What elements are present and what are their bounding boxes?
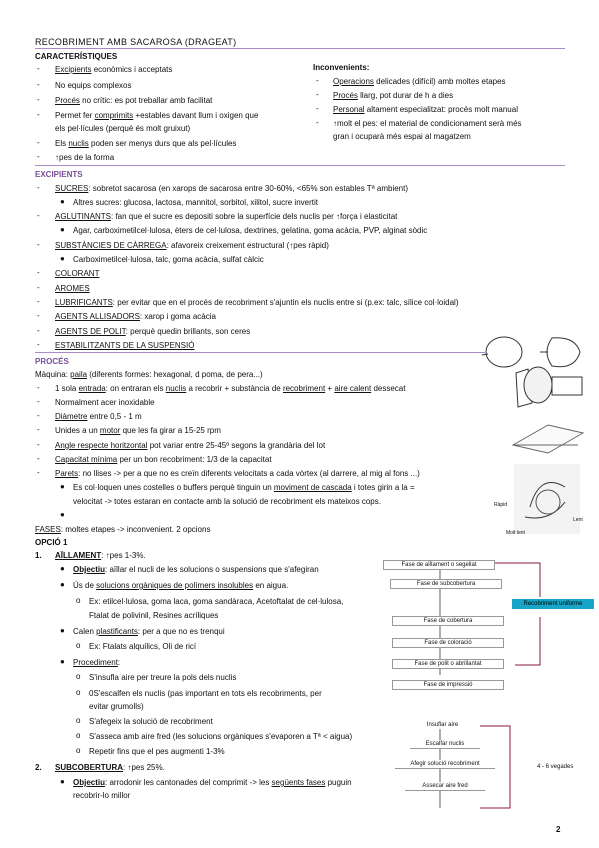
subcobertura-objectiu-cont: recobrir-lo millor [73, 791, 131, 800]
flow-fase-5: Fase de polit o abrillantat [392, 659, 504, 669]
list-item-cont: els pel·lícules (perquè és molt gruixut) [55, 124, 191, 133]
excipient-polit: AGENTS DE POLIT: perquè quedin brillants, son ceres [55, 327, 251, 336]
aillament-plastificants: Calen plastificants: per a que no es trenqui [73, 627, 225, 636]
flow-fase-2: Fase de subcobertura [390, 579, 502, 589]
flow2-step-3: Afegir solució recobriment [395, 760, 495, 769]
proces-entrada: 1 sola entrada: on entraran els nuclis a recobrir + substància de recobriment + aire calent dessecat [55, 384, 406, 393]
list-item: Operacions delicades (difícil) amb moltes etapes [333, 77, 506, 86]
list-item: ↑pes de la forma [55, 153, 115, 162]
excipient-estabilitzants: ESTABILITZANTS DE LA SUSPENSIÓ [55, 341, 195, 350]
flow-fase-6: Fase de impressió [392, 680, 504, 690]
proces-diametre: Diàmetre entre 0,5 - 1 m [55, 412, 142, 421]
procediment-step: S'afegeix la solució de recobriment [89, 717, 213, 726]
excipient-colorant: COLORANT [55, 269, 100, 278]
proces-acer: Normalment acer inoxidable [55, 398, 155, 407]
excipient-sucres-sub: Altres sucres: glucosa, lactosa, mannitol, sorbitol, xilitol, sucre invertit [73, 198, 318, 207]
proces-motor: Unides a un motor que les fa girar a 15-25 rpm [55, 426, 221, 435]
excipient-lubrificants: LUBRIFICANTS: per evitar que en el procés de recobriment s'ajuntin els nuclis entre si (p.ex: talc, sílice col·loidal) [55, 298, 459, 307]
flow-fase-1: Fase de aïllament o segellat [383, 560, 495, 570]
excipient-carrega-sub: Carboximetilcel·lulosa, talc, goma acàcia, sulfat càlcic [73, 255, 264, 264]
step-number: 1. [35, 551, 42, 560]
list-item: Procés no crític: es pot treballar amb facilitat [55, 96, 213, 105]
proces-capacitat: Capacitat mínima per un bon recobriment: 1/3 de la capacitat [55, 455, 272, 464]
proces-parets: Parets: no llises -> per a que no es creïn diferents velocitats a cada vòrtex (al darrere, al mig al fons ...) [55, 469, 420, 478]
procediment-step: 0S'escalfen els nuclis (pas important en tots els recobriments, per [89, 689, 322, 698]
rapid-label: Ràpid [494, 502, 508, 508]
proces-angle: Angle respecte horitzontal pot variar entre 25-45º segons la grandària del lot [55, 441, 326, 450]
proces-costelles: Es col·loquen unes costelles o buffers perquè tinguin un moviment de cascada i totes girin a la = [73, 483, 415, 492]
list-item: ↑molt el pes: el material de condicionament serà més [333, 119, 522, 128]
aillament-procediment: Procediment: [73, 658, 121, 667]
fases-line: FASES: moltes etapes -> inconvenient. 2 opcions [35, 525, 211, 534]
excipient-sucres: SUCRES: sobretot sacarosa (en xarops de sacarosa entre 30-60%, <65% son estables Tª ambient) [55, 184, 408, 193]
aillament-ex1: Ex: etilcel·lulosa, goma laca, goma sandàraca, Acetoftalat de cel·lulosa, [89, 597, 344, 606]
molt-lent-label: Molt lent [506, 530, 525, 536]
caracteristiques-heading: CARACTERÍSTIQUES [35, 52, 118, 61]
aillament-ex1-cont: Ftalat de polivinil, Resines acríliques [89, 611, 219, 620]
aillament-us: Ús de solucions orgàniques de polímers insolubles en aigua. [73, 581, 289, 590]
flow2-step-2: Escalfar nuclis [410, 740, 480, 749]
list-item: Excipients econòmics i acceptats [55, 65, 173, 74]
flow-fase-4: Fase de coloració [392, 638, 504, 648]
proces-heading: PROCÉS [35, 357, 69, 366]
aillament-heading: AÏLLAMENT: ↑pes 1-3%. [55, 551, 146, 560]
pan-machine-figure [508, 363, 588, 415]
lent-label: Lent [573, 517, 583, 523]
list-item: No equips complexos [55, 81, 132, 90]
angle-figure [508, 415, 588, 455]
flow-fase-3: Fase de cobertura [392, 616, 504, 626]
aillament-ex2: Ex: Ftalats alquílics, Oli de ricí [89, 642, 197, 651]
excipient-allisadors: AGENTS ALLISADORS: xarop i goma acàcia [55, 312, 216, 321]
procediment-step-cont: evitar grumolls) [89, 702, 144, 711]
step-number: 2. [35, 763, 42, 772]
inconvenients-heading: Inconvenients: [313, 63, 370, 72]
opcio-heading: OPCIÓ 1 [35, 538, 68, 547]
title-rule [35, 48, 565, 49]
page-title: RECOBRIMENT AMB SACAROSA (DRAGEAT) [35, 37, 237, 47]
procediment-step: Repetir fins que el pes augmenti 1-3% [89, 747, 225, 756]
excipient-carrega: SUBSTÀNCIES DE CÀRREGA: afavoreix creixement estructural (↑pes ràpid) [55, 241, 329, 250]
page-number: 2 [556, 825, 561, 834]
flow2-step-1: Insuflar aire [415, 721, 470, 729]
excipient-aglutinants-sub: Agar, carboximetilcel·lulosa, èters de cel·lulosa, dextrines, gelatina, goma acàcia, PVP, alginat sòdic [73, 226, 428, 235]
section-rule [35, 165, 565, 166]
list-item: Personal altament especialitzat: procés molt manual [333, 105, 518, 114]
flow2-repeat-label: 4 - 6 vegades [537, 764, 574, 770]
excipient-aglutinants: AGLUTINANTS: fan que el sucre es depositi sobre la superfície dels nuclis per ↑força i elasticitat [55, 212, 398, 221]
subcobertura-heading: SUBCOBERTURA: ↑pes 25%. [55, 763, 165, 772]
excipient-aromes: AROMES [55, 284, 90, 293]
proces-costelles-cont: velocitat -> totes estaran en contacte amb la solució de recobriment els mateixos cops. [73, 497, 381, 506]
flow-side-box: Recobriment uniforme [512, 599, 594, 609]
proces-maquina: Màquina: paila (diferents formes: hexagonal, d poma, de pera...) [35, 370, 263, 379]
aillament-objectiu: Objectiu: aïllar el nucli de les solucions o suspensions que s'afegiran [73, 565, 319, 574]
section-rule [35, 352, 485, 353]
procediment-step: S'asseca amb aire fred (les solucions orgàniques s'evaporen a Tª < aigua) [89, 732, 353, 741]
flow2-step-4: Assecar aire fred [405, 782, 485, 791]
procediment-step: S'insufla aire per treure la pols dels nuclis [89, 673, 237, 682]
list-item-cont: gran i ocuparà més espai al magatzem [333, 132, 471, 141]
excipients-heading: EXCIPIENTS [35, 170, 83, 179]
list-item: Procés llarg, pot durar de h a dies [333, 91, 454, 100]
subcobertura-objectiu: Objectiu: arrodonir les cantonades del comprimit -> les següents fases puguin [73, 778, 352, 787]
list-item: Els nuclis poden ser menys durs que als pel·lícules [55, 139, 237, 148]
vortex-figure [510, 462, 585, 537]
list-item: Permet fer comprimits +estables davant llum i oxigen que [55, 111, 259, 120]
